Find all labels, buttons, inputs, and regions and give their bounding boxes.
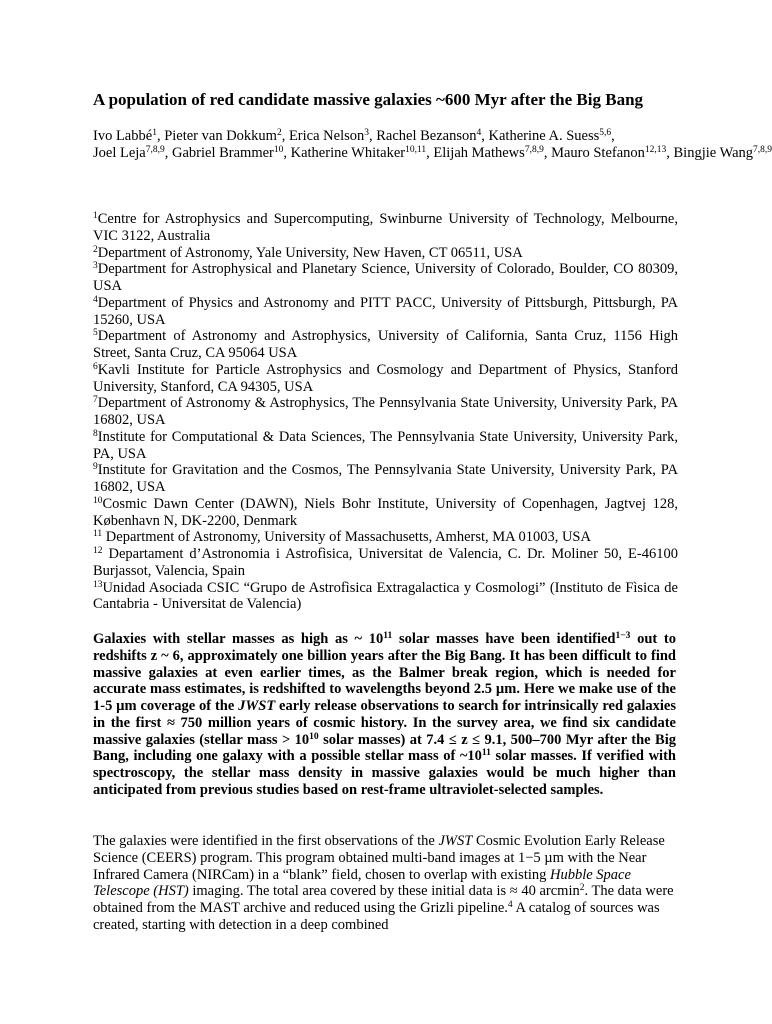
exponent: 10 [309,731,319,742]
affiliation-text: Department of Physics and Astronomy and PITT PACC, University of Pittsburgh, Pittsburgh, PA 15260, USA [93,294,678,328]
exponent: 11 [383,631,393,641]
affiliation-number: 2 [93,244,98,255]
author [674,145,772,161]
author: Pieter van Dokkum$^2$, [164,128,289,144]
affiliation-number: 6 [93,361,98,372]
body-paragraph [93,833,676,934]
affiliation-number: 4 [93,294,98,305]
affiliation-text: Departament d’Astronomia i Astrofìsica, Universitat de Valencia, C. Dr. Moliner 50, E-46100 Burjassot, Valencia, Spain [93,546,678,579]
author-affiliation-marker: 4 [476,128,482,138]
author-list [93,128,772,162]
author: Mauro Stefanon$^{12,13}$, [551,145,674,161]
author-affiliation-marker: 3 [364,128,369,138]
citation-marker: 4 [507,900,513,910]
exponent: 11 [481,748,491,759]
exponent: 2 [579,883,585,894]
jwst-italic: JWST [438,833,473,849]
abstract-text: Galaxies with stellar masses as high as ~ 10 [93,631,384,647]
author-name: Katherine A. Suess [488,128,600,144]
affiliation-number: 8 [93,428,98,439]
affiliation-text: Department of Astronomy, Yale University, New Haven, CT 06511, USA [97,244,523,261]
jwst-italic: JWST [238,698,276,714]
affiliation-item [93,362,678,396]
affiliation-item [93,529,678,546]
author-affiliation-marker: 5,6 [599,128,612,138]
author-name: Mauro Stefanon [551,145,645,161]
abstract-text: early release observations to search for intrinsically red galaxies in the first ≈ 750 million years of cosmic history. In the survey area, we find six candidate massive galaxies (stellar mass > 10 [93,698,677,748]
affiliation-item [93,462,678,496]
author-affiliation-marker: 7,8,9 [524,145,544,155]
author-name: Ivo Labbé [93,128,153,144]
abstract-text: solar masses) at 7.4 ≤ z ≤ 9.1, 500–700 Myr after the Big Bang, including one galaxy with a possible stellar mass of ~10 [93,731,676,765]
affiliation-item [93,580,678,614]
affiliation-number: 1 [93,211,98,221]
author-name: Pieter van Dokkum [164,128,277,144]
abstract-text: out to redshifts z ~ 6, approximately one billion years after the Big Bang. It has been difficult to find massive galaxies at even earlier times, as the Balmer break region, which is needed for accurate mass estimates, is redshifted to wavelengths beyond 2.5 µm. Here we make use of the 1-5 µm coverage of the [93,631,676,714]
author: Elijah Mathews$^{7,8,9}$, [433,145,552,161]
author-affiliation-marker: 12,13 [644,145,667,155]
author-name: Bingjie Wang [673,145,754,161]
affiliation-text: Centre for Astrophysics and Supercomputing, Swinburne University of Technology, Melbourne, VIC 3122, Australia [93,211,678,244]
author-name: Gabriel Brammer [172,145,274,161]
author: Katherine Whitaker$^{10,11}$, [290,145,434,161]
affiliation-number: 9 [93,462,98,473]
affiliation-text: Unidad Asociada CSIC “Grupo de Astrofìsica Extragalactica y Cosmologi” (Instituto de Fìsica de Cantabria - Universitat de Valencia) [93,579,678,613]
affiliation-text: Cosmic Dawn Center (DAWN), Niels Bohr Institute, University of Copenhagen, Jagtvej 128, København N, DK-2200, Denmark [93,495,678,529]
affiliation-item [93,328,678,362]
affiliation-number: 11 [93,529,103,540]
affiliation-number: 3 [93,261,98,272]
author: Joel Leja$^{7,8,9}$, [93,145,172,161]
affiliation-number: 5 [93,328,98,339]
affiliation-item [93,261,678,295]
affiliation-text: Institute for Gravitation and the Cosmos, The Pennsylvania State University, University Park, PA 16802, USA [93,462,678,495]
author-affiliation-marker: 10,11 [405,145,427,155]
body-text: Cosmic Evolution Early Release Science (CEERS) program. This program obtained multi-band images at 1−5 µm with the Near Infrared Camera (NIRCam) in a “blank” field, chosen to overlap with existing [93,833,665,883]
affiliation-item [93,211,678,245]
affiliation-text: Department of Astronomy and Astrophysics, University of California, Santa Cruz, 1156 High Street, Santa Cruz, CA 95064 USA [93,328,678,361]
author: Ivo Labbé$^1$, [93,128,165,144]
affiliation-item [93,429,678,463]
author-name: Joel Leja [93,145,146,161]
affiliation-item [93,496,678,530]
affiliation-text: Institute for Computational & Data Sciences, The Pennsylvania State University, University Park, PA, USA [93,428,678,462]
author-affiliation-marker: 7,8,9 [145,145,165,155]
affiliation-item [93,395,678,429]
author: Gabriel Brammer$^{10}$, [172,145,291,161]
author-name: Erica Nelson [288,128,365,144]
author-affiliation-marker: 2 [276,128,282,138]
author: Katherine A. Suess$^{5,6}$, [488,128,615,144]
author: Rachel Bezanson$^4$, [376,128,489,144]
affiliation-item [93,245,678,262]
affiliation-number: 7 [93,395,98,406]
author: Erica Nelson$^3$, [288,128,377,144]
affiliation-text: Department of Astronomy & Astrophysics, The Pennsylvania State University, University Park, PA 16802, USA [93,395,678,428]
affiliation-number: 12 [93,546,103,556]
author-name: Rachel Bezanson [376,128,477,144]
author-name: Elijah Mathews [433,145,525,161]
body-text: imaging. The total area covered by these initial data is ≈ 40 arcmin [188,883,580,900]
affiliation-item [93,546,678,580]
affiliation-text: Kavli Institute for Particle Astrophysics and Cosmology and Department of Physics, Stanford University, Stanford, CA 94305, USA [93,361,678,395]
author-affiliation-marker: 10 [273,145,284,155]
author-name: Katherine Whitaker [290,145,406,161]
citation-marker: 1−3 [615,631,631,641]
abstract-text: solar masses. If verified with spectroscopy, the stellar mass density in massive galaxies would be much higher than anticipated from previous studies based on rest-frame ultraviolet-selected samples. [93,748,676,798]
body-text: . The data were obtained from the MAST archive and reduced using the Grizli pipeline. [93,883,674,916]
affiliation-item [93,295,678,329]
author-affiliation-marker: 1 [152,128,157,138]
body-text: A catalog of sources was created, starting with detection in a deep combined [93,900,660,933]
affiliation-text: Department of Astronomy, University of Massachusetts, Amherst, MA 01003, USA [102,529,591,546]
abstract [93,631,676,799]
hst-italic: Hubble Space Telescope (HST) [93,866,631,900]
affiliation-text: Department for Astrophysical and Planetary Science, University of Colorado, Boulder, CO 80309, USA [93,261,678,294]
abstract-text: solar masses have been identified [392,631,616,647]
affiliation-number: 13 [93,579,103,590]
author-affiliation-marker: 7,8,9 [753,145,772,155]
affiliation-list [93,211,678,613]
paper-title: A population of red candidate massive galaxies ~600 Myr after the Big Bang [93,90,644,109]
affiliation-number: 10 [93,495,103,506]
body-text: The galaxies were identified in the first observations of the [93,833,439,849]
